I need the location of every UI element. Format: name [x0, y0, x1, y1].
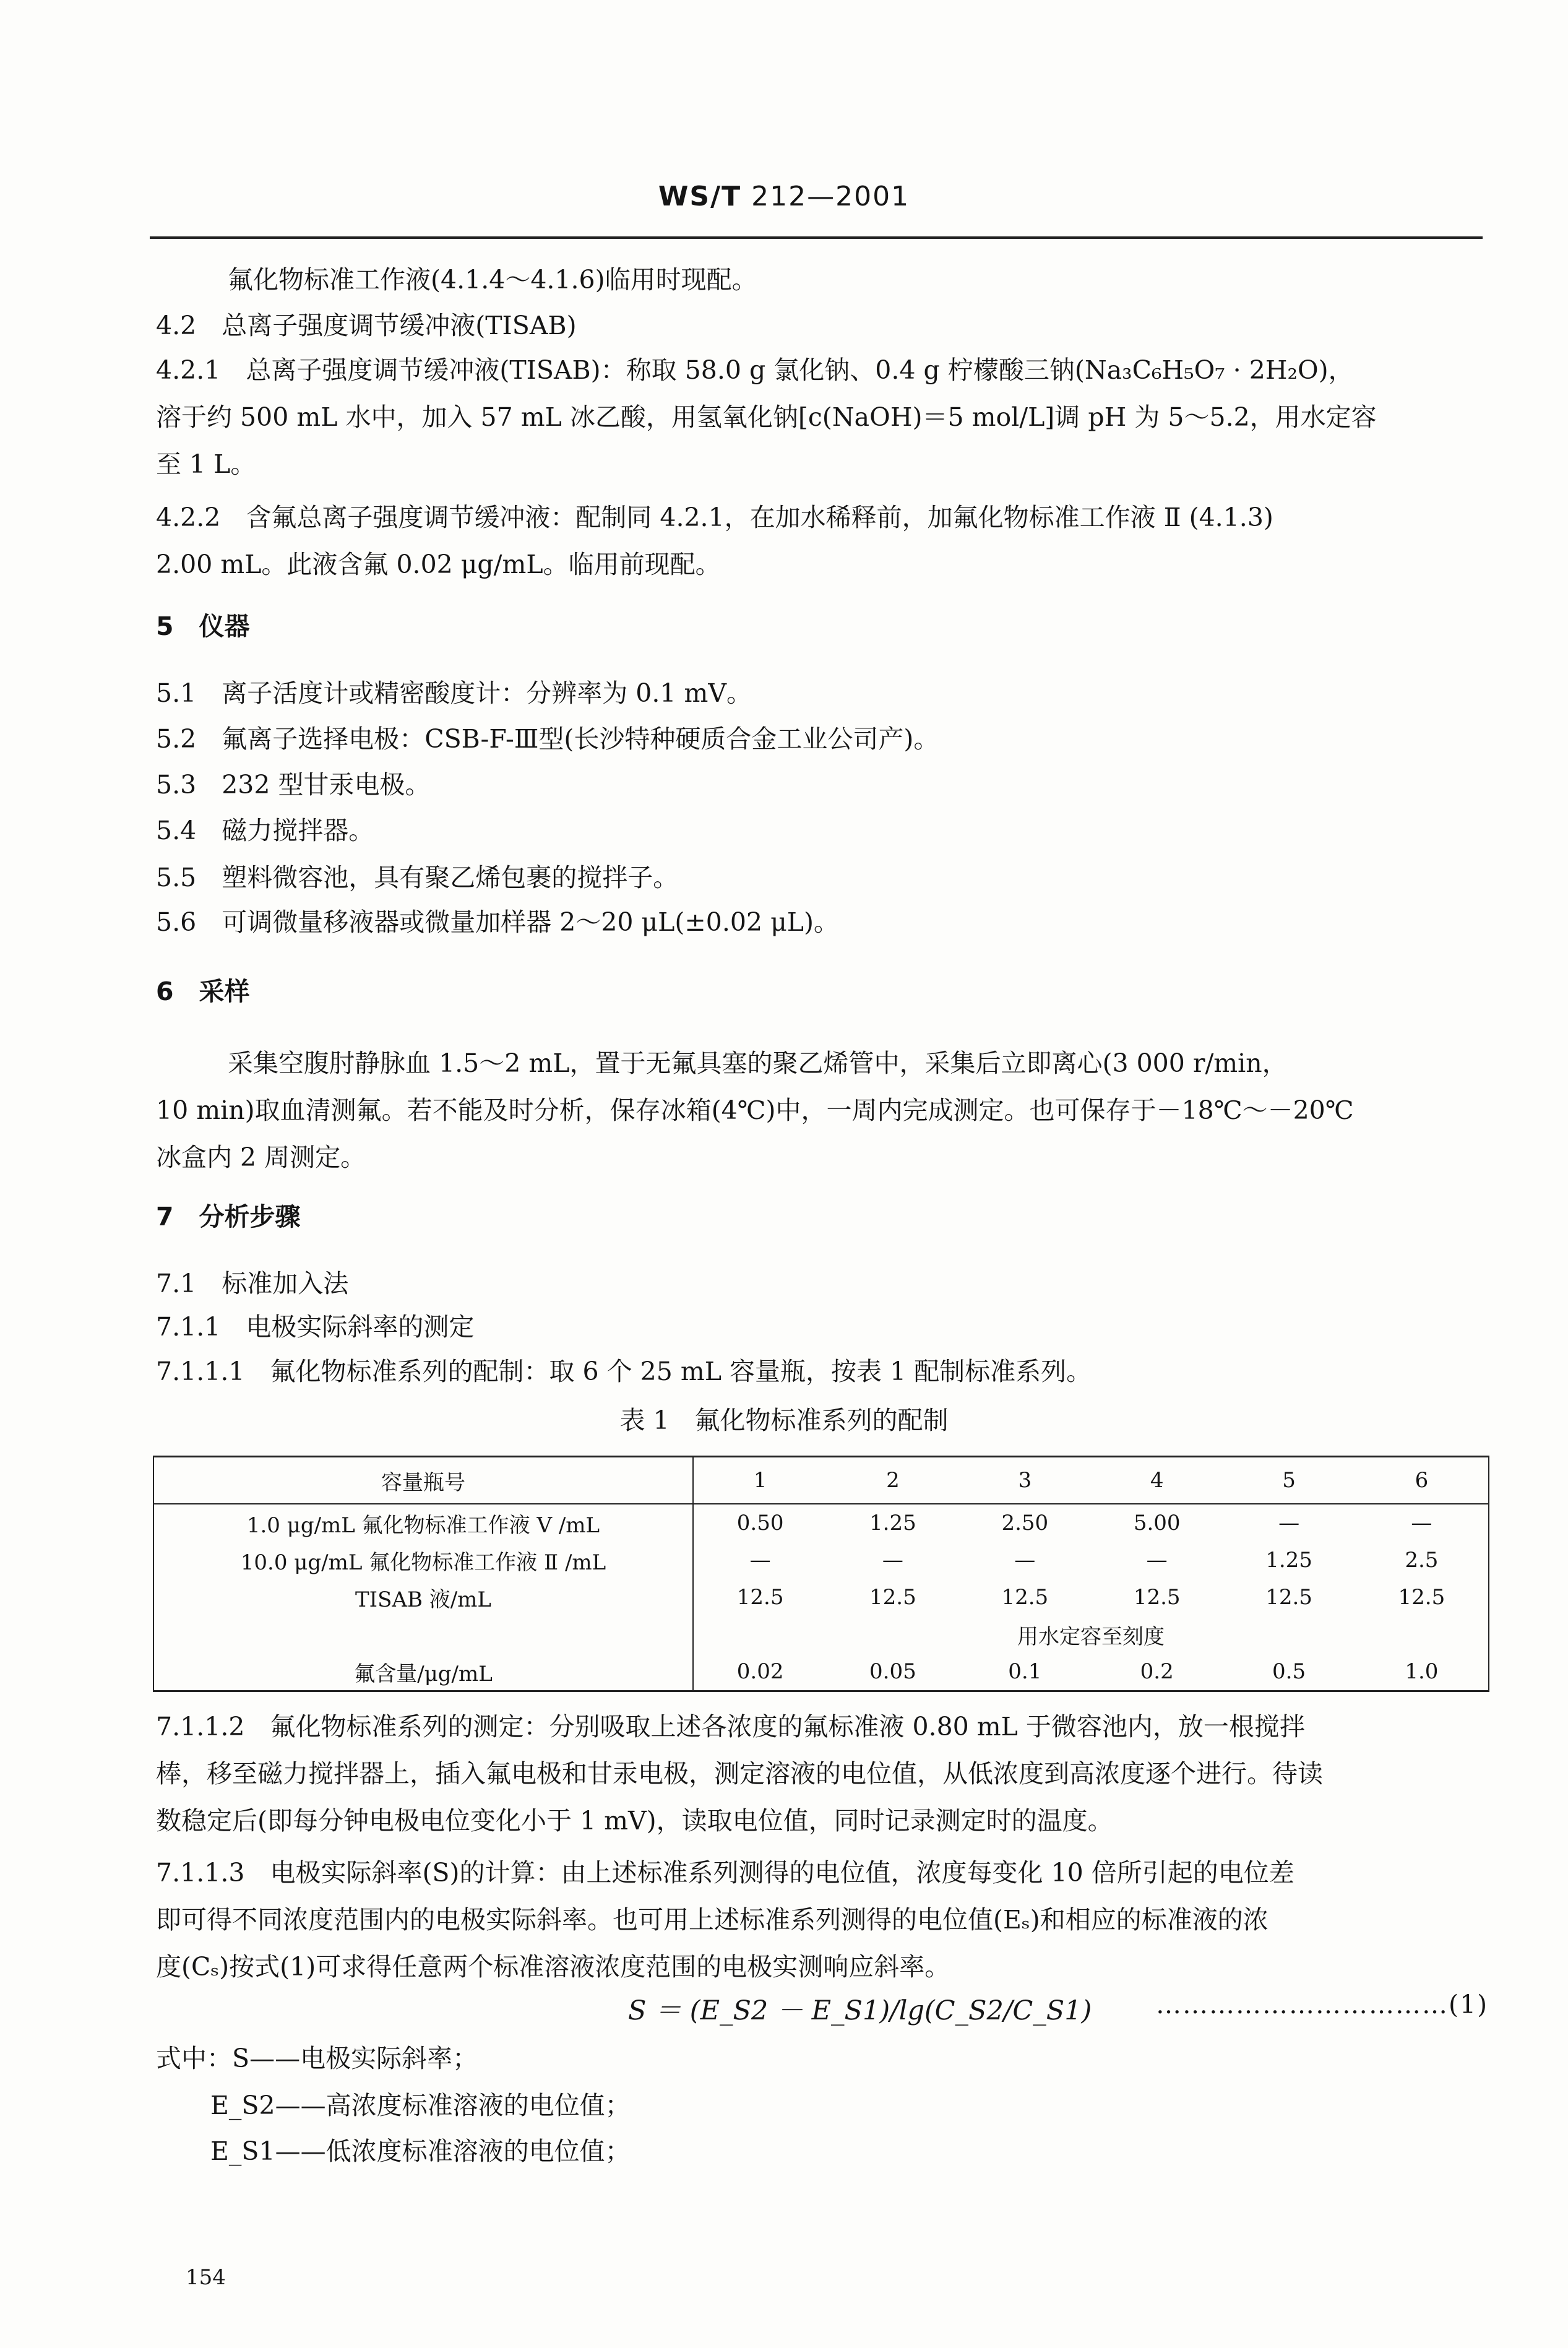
table-cell: 2.5 — [1405, 1548, 1439, 1573]
para-4-2-1 — [156, 347, 1483, 488]
table-cell: 1.0 — [1405, 1659, 1439, 1684]
table-cell: — — [882, 1548, 903, 1573]
table-row — [153, 1579, 1489, 1616]
para-6 — [156, 1040, 1483, 1181]
table-cell: 2.50 — [1001, 1511, 1049, 1535]
para-7-1-1-2-line: 数稳定后(即每分钟电极电位变化小于 1 mV)，读取电位值，同时记录测定时的温度。 — [156, 1806, 1113, 1836]
page-header — [0, 181, 1568, 212]
table-header-cell: 2 — [827, 1457, 958, 1504]
table-cell: 12.5 — [1265, 1585, 1312, 1610]
table-cell: 0.5 — [1272, 1659, 1306, 1684]
para-6-line: 10 min)取血清测氟。若不能及时分析，保存冰箱(4℃)中，一周内完成测定。也可保存于－18℃～－20℃ — [156, 1095, 1354, 1125]
para-4-2-1-line: 至 1 L。 — [156, 449, 256, 479]
item-7-1: 7.1 标准加入法 — [156, 1269, 349, 1298]
table-caption: 表 1 氟化物标准系列的配制 — [619, 1405, 949, 1435]
table-cell-fill-note: 用水定容至刻度 — [1017, 1624, 1165, 1649]
page-number: 154 — [186, 2265, 226, 2290]
table-cell: — — [749, 1548, 771, 1573]
para-7-1-1-2-line: 棒，移至磁力搅拌器上，插入氟电极和甘汞电极，测定溶液的电位值，从低浓度到高浓度逐个进行。待读 — [156, 1759, 1323, 1789]
table-cell: — — [1411, 1511, 1432, 1535]
table-header-cell: 4 — [1091, 1457, 1223, 1504]
item-5-6: 5.6 可调微量移液器或微量加样器 2～20 μL(±0.02 μL)。 — [156, 907, 839, 937]
table-cell: 12.5 — [1133, 1585, 1181, 1610]
para-7-1-1-2 — [156, 1703, 1483, 1844]
para-6-line: 采集空腹肘静脉血 1.5～2 mL，置于无氟具塞的聚乙烯管中，采集后立即离心(3 000 r/min， — [228, 1048, 1288, 1078]
table-header-cell: 容量瓶号 — [153, 1457, 693, 1504]
standard-series-table — [153, 1456, 1489, 1692]
slope-formula: S ＝ (E_S2 － E_S1)/lg(C_S2/C_S1) — [628, 1995, 1092, 2026]
table-cell: 12.5 — [736, 1585, 784, 1610]
section-7-title: 7 分析步骤 — [156, 1202, 301, 1232]
table-cell: 1.0 μg/mL 氟化物标准工作液 Ⅴ /mL — [153, 1504, 693, 1542]
table-cell: 10.0 μg/mL 氟化物标准工作液 Ⅱ /mL — [153, 1542, 693, 1579]
table-header-row — [153, 1457, 1489, 1504]
para-4-2-1-line: 4.2.1 总离子强度调节缓冲液(TISAB)：称取 58.0 g 氯化钠、0.4 g 柠檬酸三钠(Na₃C₆H₅O₇ · 2H₂O)， — [156, 355, 1354, 385]
para-7-1-1-3 — [156, 1849, 1483, 1990]
table-header-cell: 1 — [693, 1457, 827, 1504]
item-5-4: 5.4 磁力搅拌器。 — [156, 816, 374, 845]
item-5-2: 5.2 氟离子选择电极：CSB-F-Ⅲ型(长沙特种硬质合金工业公司产)。 — [156, 724, 939, 754]
item-7-1-1: 7.1.1 电极实际斜率的测定 — [156, 1312, 475, 1342]
where-es1: E_S1——低浓度标准溶液的电位值； — [210, 2136, 631, 2166]
section-6-title: 6 采样 — [156, 977, 250, 1006]
table-header-cell: 5 — [1223, 1457, 1355, 1504]
table-cell: 12.5 — [1001, 1585, 1049, 1610]
table-cell: 1.25 — [1265, 1548, 1312, 1573]
table-cell: 0.05 — [869, 1659, 916, 1684]
section-5-title: 5 仪器 — [156, 611, 250, 641]
where-s: 式中：S——电极实际斜率； — [156, 2044, 478, 2073]
table-cell: 0.02 — [736, 1659, 784, 1684]
table-header-cell: 6 — [1355, 1457, 1489, 1504]
item-5-3: 5.3 232 型甘汞电极。 — [156, 770, 431, 800]
table-cell: 12.5 — [1398, 1585, 1445, 1610]
para-7-1-1-3-line: 度(Cₛ)按式(1)可求得任意两个标准溶液浓度范围的电极实测响应斜率。 — [156, 1952, 950, 1982]
item-5-1: 5.1 离子活度计或精密酸度计：分辨率为 0.1 mV。 — [156, 678, 752, 708]
section-4-2: 4.2 总离子强度调节缓冲液(TISAB) — [156, 311, 577, 340]
table-cell: TISAB 液/mL — [153, 1579, 693, 1616]
line-working-solution: 氟化物标准工作液(4.1.4～4.1.6)临用时现配。 — [228, 265, 757, 295]
table-cell: 0.1 — [1008, 1659, 1042, 1684]
formula-number: ……………………………(1) — [1156, 1990, 1489, 2019]
table-cell: 0.50 — [736, 1511, 784, 1535]
table-cell: 氟含量/μg/mL — [153, 1653, 693, 1691]
table-cell: 0.2 — [1140, 1659, 1174, 1684]
table-cell: — — [1146, 1548, 1168, 1573]
para-4-2-2 — [156, 494, 1483, 588]
header-number: 212—2001 — [751, 181, 910, 212]
para-4-2-2-line: 2.00 mL。此液含氟 0.02 μg/mL。临用前现配。 — [156, 550, 721, 579]
para-6-line: 冰盒内 2 周测定。 — [156, 1142, 366, 1172]
table-cell: 5.00 — [1133, 1511, 1181, 1535]
header-rule — [150, 236, 1483, 239]
table-row — [153, 1616, 1489, 1653]
para-7-1-1-3-line: 7.1.1.3 电极实际斜率(S)的计算：由上述标准系列测得的电位值，浓度每变化 10 倍所引起的电位差 — [156, 1858, 1294, 1888]
table-cell: — — [1014, 1548, 1036, 1573]
header-prefix: WS/T — [658, 181, 742, 212]
table-row — [153, 1504, 1489, 1542]
table-cell: — — [1278, 1511, 1300, 1535]
para-7-1-1-3-line: 即可得不同浓度范围内的电极实际斜率。也可用上述标准系列测得的电位值(Eₛ)和相应的标准液的浓 — [156, 1905, 1269, 1935]
table-row — [153, 1542, 1489, 1579]
table-row — [153, 1653, 1489, 1691]
table-cell: 12.5 — [869, 1585, 916, 1610]
table-cell — [153, 1616, 693, 1653]
table-header-cell: 3 — [959, 1457, 1091, 1504]
para-4-2-1-line: 溶于约 500 mL 水中，加入 57 mL 冰乙酸，用氢氧化钠[c(NaOH)＝5 mol/L]调 pH 为 5～5.2，用水定容 — [156, 402, 1377, 432]
item-7-1-1-1: 7.1.1.1 氟化物标准系列的配制：取 6 个 25 mL 容量瓶，按表 1 配制标准系列。 — [156, 1357, 1092, 1386]
para-7-1-1-2-line: 7.1.1.2 氟化物标准系列的测定：分别吸取上述各浓度的氟标准液 0.80 mL 于微容池内，放一根搅拌 — [156, 1712, 1305, 1742]
where-es2: E_S2——高浓度标准溶液的电位值； — [210, 2091, 631, 2120]
item-5-5: 5.5 塑料微容池，具有聚乙烯包裹的搅拌子。 — [156, 863, 679, 892]
para-4-2-2-line: 4.2.2 含氟总离子强度调节缓冲液：配制同 4.2.1，在加水稀释前，加氟化物标准工作液 Ⅱ (4.1.3) — [156, 503, 1273, 532]
table-cell: 1.25 — [869, 1511, 916, 1535]
